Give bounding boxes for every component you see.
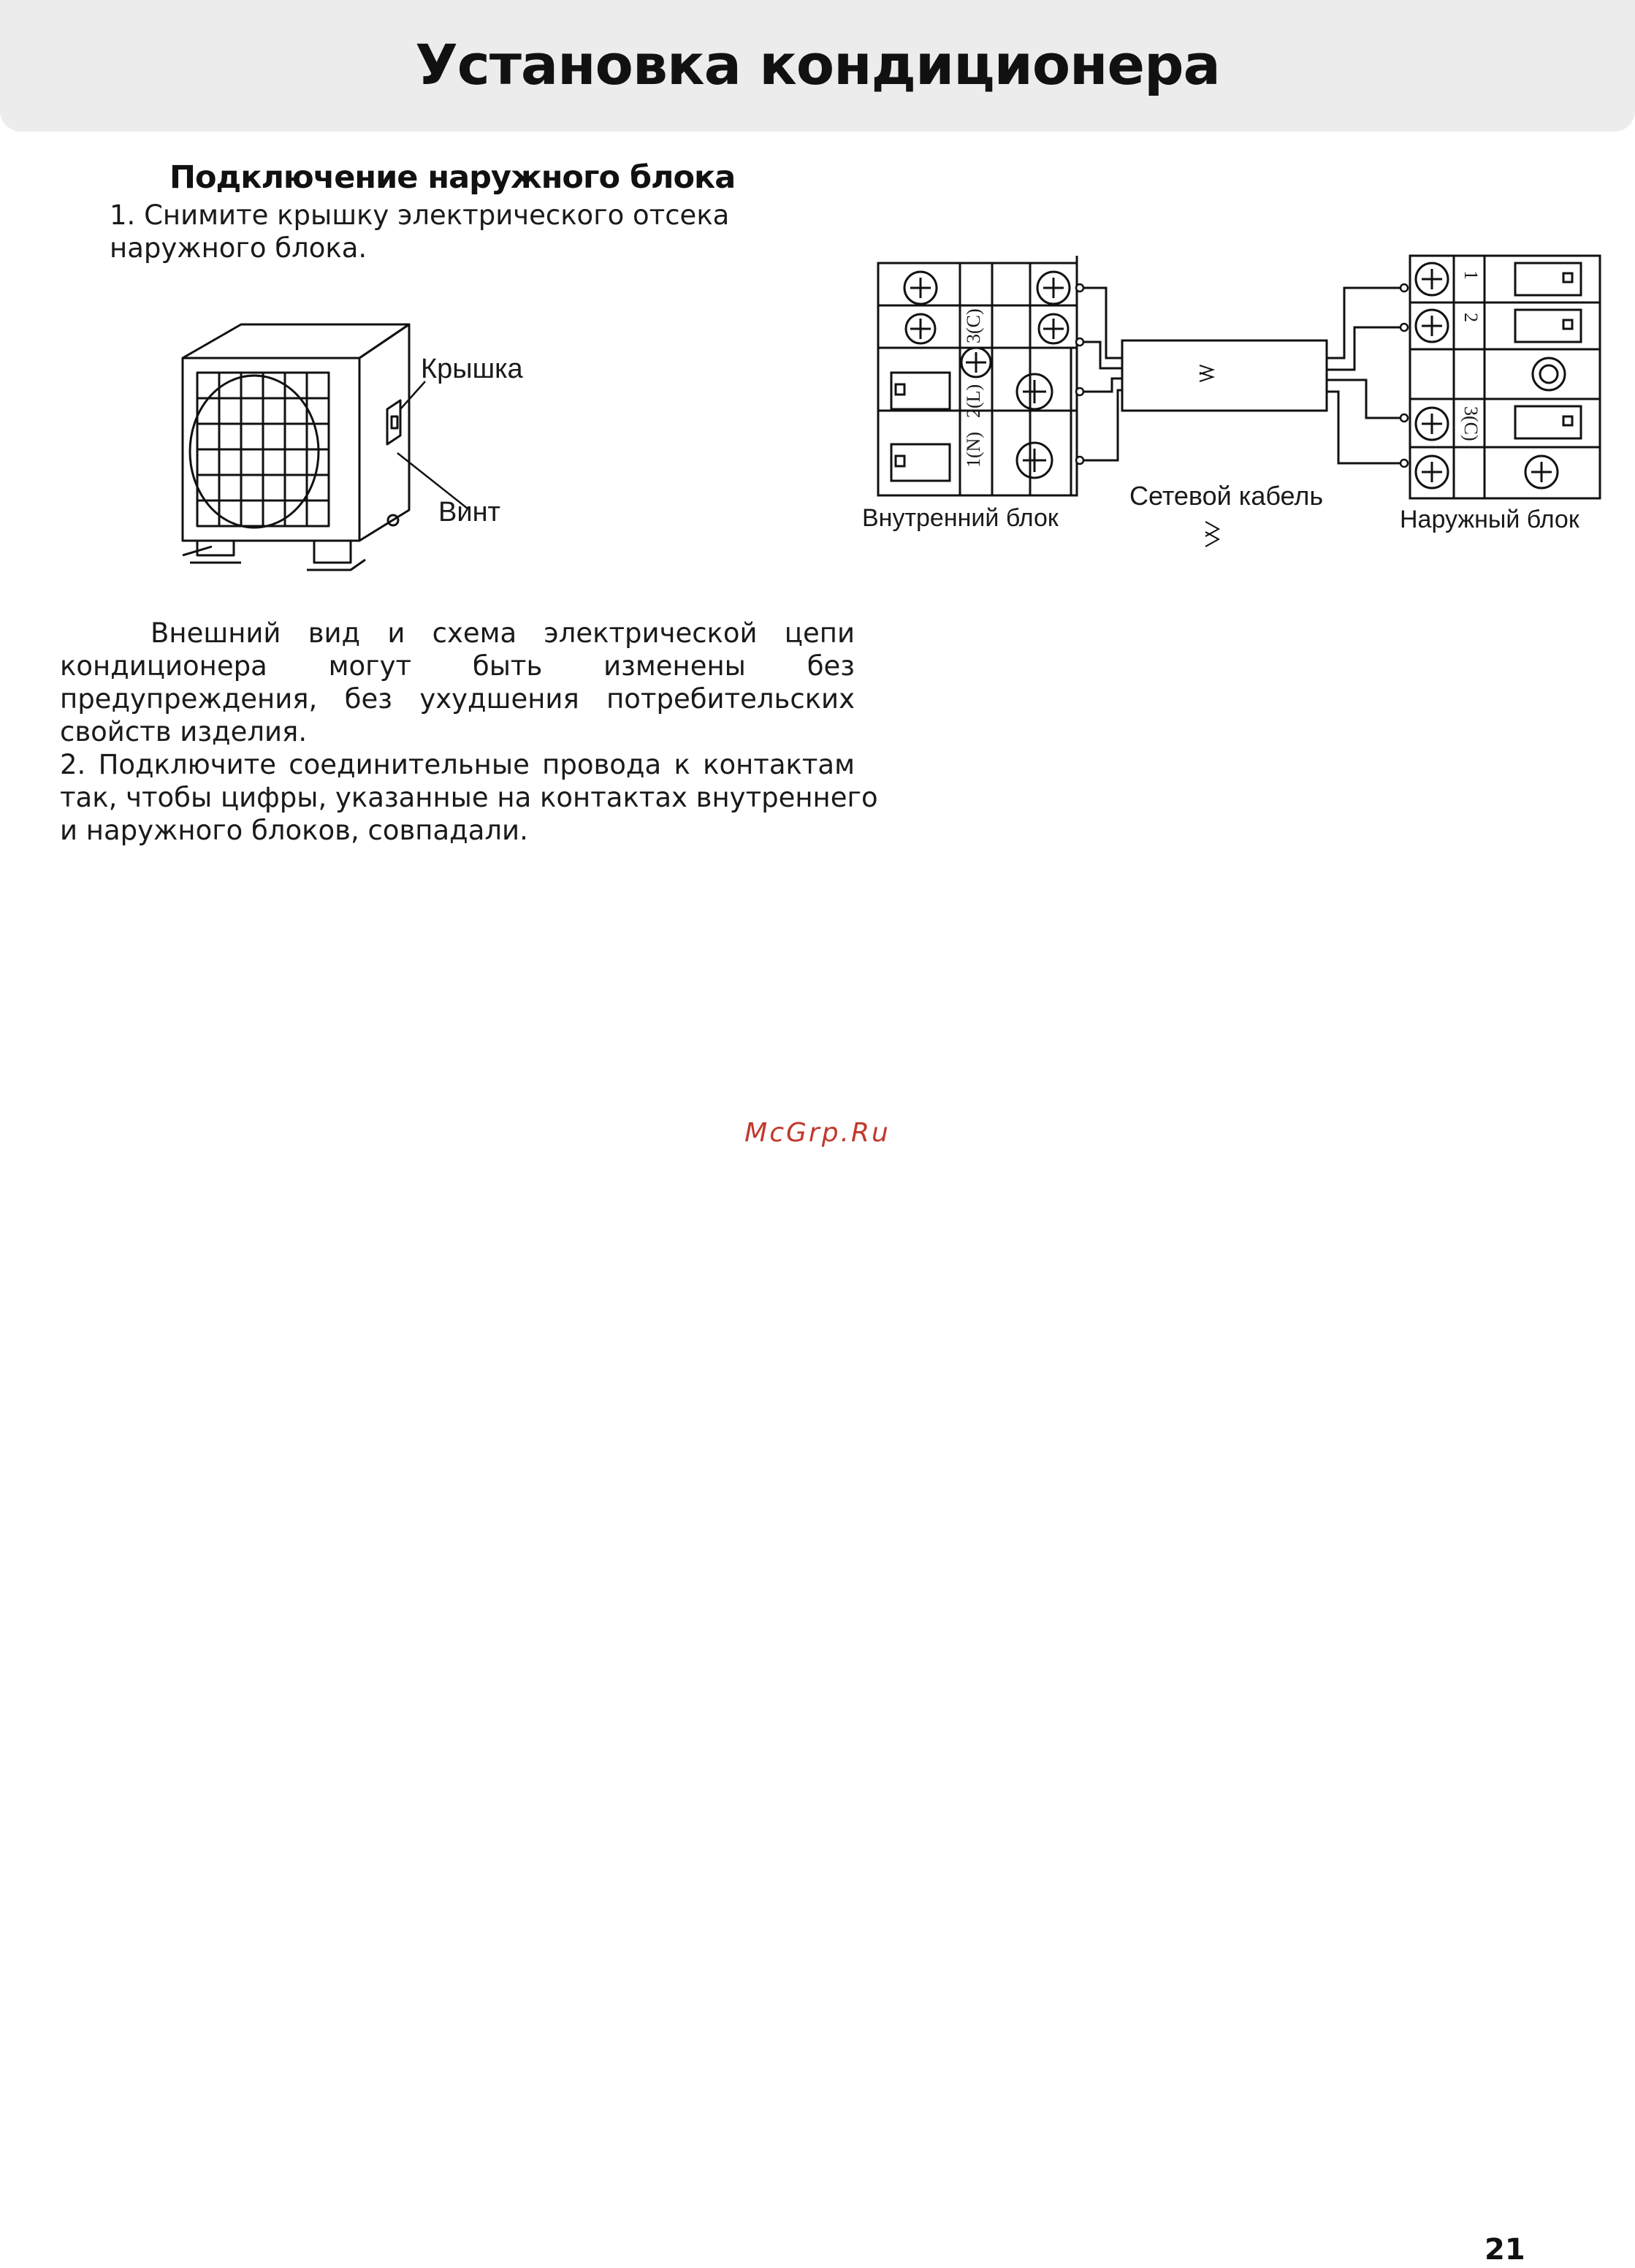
- outdoor-terminal-block: [1410, 256, 1600, 498]
- indoor-terminal-label: 3(C): [963, 308, 984, 343]
- step-1-text: [110, 199, 729, 265]
- step-1-line: 1. Снимите крышку электрического отсека: [110, 199, 730, 231]
- indoor-terminal-label: 2(L): [963, 384, 984, 418]
- screw-label: Винт: [438, 497, 500, 528]
- note-text: [60, 617, 855, 748]
- section-title: Подключение наружного блока: [169, 159, 736, 196]
- outdoor-unit-illustration: [168, 314, 431, 577]
- page-title: Установка кондиционера: [415, 32, 1220, 97]
- step-2-line: так, чтобы цифры, указанные на контактах внутреннего: [60, 782, 878, 813]
- note-line: предупреждения, без ухудшения потребительских: [60, 683, 855, 715]
- outdoor-terminal-label: 1: [1460, 270, 1482, 280]
- outdoor-unit-label: Наружный блок: [1400, 506, 1579, 533]
- watermark[interactable]: McGrp.Ru: [744, 1118, 891, 1148]
- step-2-text: [60, 748, 878, 847]
- note-line: кондиционера могут быть изменены без: [60, 650, 855, 682]
- indoor-unit-label: Внутренний блок: [862, 504, 1059, 532]
- note-line: свойств изделия.: [60, 716, 308, 747]
- outdoor-terminal-label: 2: [1460, 313, 1482, 322]
- page-number: 21: [1485, 2233, 1525, 2267]
- cable-body: [1122, 340, 1327, 411]
- step-2-line: и наружного блоков, совпадали.: [60, 815, 528, 846]
- step-1-line: наружного блока.: [110, 232, 367, 264]
- step-2-line: 2. Подключите соединительные провода к контактам: [60, 749, 855, 780]
- power-cable-label: Сетевой кабель: [1129, 481, 1324, 511]
- indoor-terminal-label: 1(N): [963, 431, 984, 468]
- note-line: Внешний вид и схема электрической цепи: [150, 617, 855, 649]
- cover-label: Крышка: [421, 354, 523, 384]
- outdoor-terminal-label: 3(C): [1460, 406, 1482, 441]
